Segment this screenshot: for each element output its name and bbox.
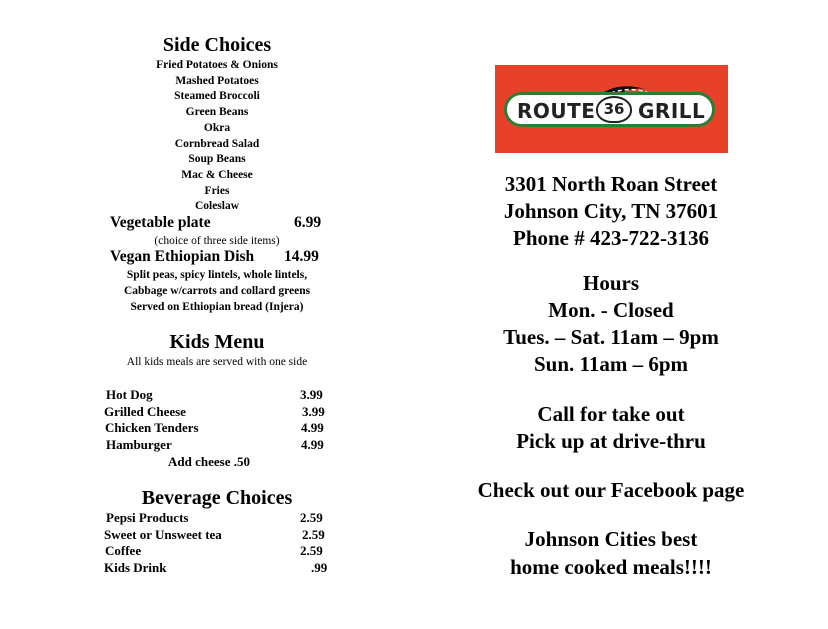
route-shield-icon: 36	[596, 96, 632, 123]
kids-menu-note: All kids meals are served with one side	[126, 356, 308, 368]
vegetable-plate-note: (choice of three side items)	[154, 235, 280, 247]
takeout-line-2: Pick up at drive-thru	[516, 429, 706, 453]
ethiopian-dish-desc: Split peas, spicy lintels, whole lintels,	[126, 269, 308, 281]
list-item: Okra	[203, 122, 231, 134]
list-item: Mashed Potatoes	[175, 75, 259, 87]
address-line-2: Johnson City, TN 37601	[503, 199, 719, 223]
kids-item-name: Hamburger	[106, 437, 172, 452]
ethiopian-dish-price: 14.99	[284, 248, 319, 265]
tagline-line-2: home cooked meals!!!!	[510, 555, 712, 579]
beverage-item-name: Coffee	[105, 543, 142, 558]
hours-title: Hours	[582, 271, 639, 295]
beverage-item-price: 2.59	[302, 527, 325, 542]
hours-line: Mon. - Closed	[548, 298, 674, 322]
logo-word-route: ROUTE	[517, 99, 596, 123]
hours-line: Tues. – Sat. 11am – 9pm	[503, 325, 719, 349]
kids-item-price: 3.99	[302, 404, 325, 419]
list-item: Fried Potatoes & Onions	[156, 59, 278, 71]
takeout-line-1: Call for take out	[537, 402, 685, 426]
list-item: Cornbread Salad	[174, 138, 260, 150]
list-item: Green Beans	[185, 106, 249, 118]
kids-addon: Add cheese .50	[168, 454, 250, 469]
ethiopian-dish-name: Vegan Ethiopian Dish	[110, 248, 255, 265]
ethiopian-dish-desc: Served on Ethiopian bread (Injera)	[130, 301, 304, 313]
kids-item-price: 4.99	[301, 437, 324, 452]
beverage-item-name: Pepsi Products	[106, 510, 189, 525]
beverage-item-price: .99	[311, 560, 328, 575]
list-item: Mac & Cheese	[181, 169, 253, 181]
kids-item-name: Grilled Cheese	[104, 404, 186, 419]
vegetable-plate-price: 6.99	[294, 214, 322, 231]
kids-item-name: Hot Dog	[106, 387, 153, 402]
address-line-1: 3301 North Roan Street	[504, 172, 718, 196]
tagline-line-1: Johnson Cities best	[524, 527, 698, 551]
facebook-note: Check out our Facebook page	[477, 478, 745, 502]
kids-menu-title: Kids Menu	[169, 331, 265, 353]
list-item: Fries	[204, 185, 230, 197]
vegetable-plate-name: Vegetable plate	[110, 214, 211, 231]
list-item: Coleslaw	[194, 200, 240, 212]
kids-item-price: 3.99	[300, 387, 323, 402]
list-item: Soup Beans	[188, 153, 246, 165]
route-36-grill-logo	[495, 65, 728, 153]
ethiopian-dish-desc: Cabbage w/carrots and collard greens	[123, 285, 311, 297]
logo-banner	[504, 92, 715, 127]
beverage-item-name: Sweet or Unsweet tea	[104, 527, 222, 542]
side-choices-title: Side Choices	[162, 34, 272, 56]
beverage-item-price: 2.59	[300, 510, 323, 525]
kids-item-price: 4.99	[301, 420, 324, 435]
phone-number: Phone # 423-722-3136	[513, 226, 709, 250]
kids-item-name: Chicken Tenders	[105, 420, 199, 435]
logo-word-grill: GRILL	[638, 99, 706, 123]
beverage-title: Beverage Choices	[141, 487, 293, 509]
hours-line: Sun. 11am – 6pm	[533, 352, 689, 376]
beverage-item-price: 2.59	[300, 543, 323, 558]
beverage-item-name: Kids Drink	[104, 560, 167, 575]
list-item: Steamed Broccoli	[174, 90, 260, 102]
